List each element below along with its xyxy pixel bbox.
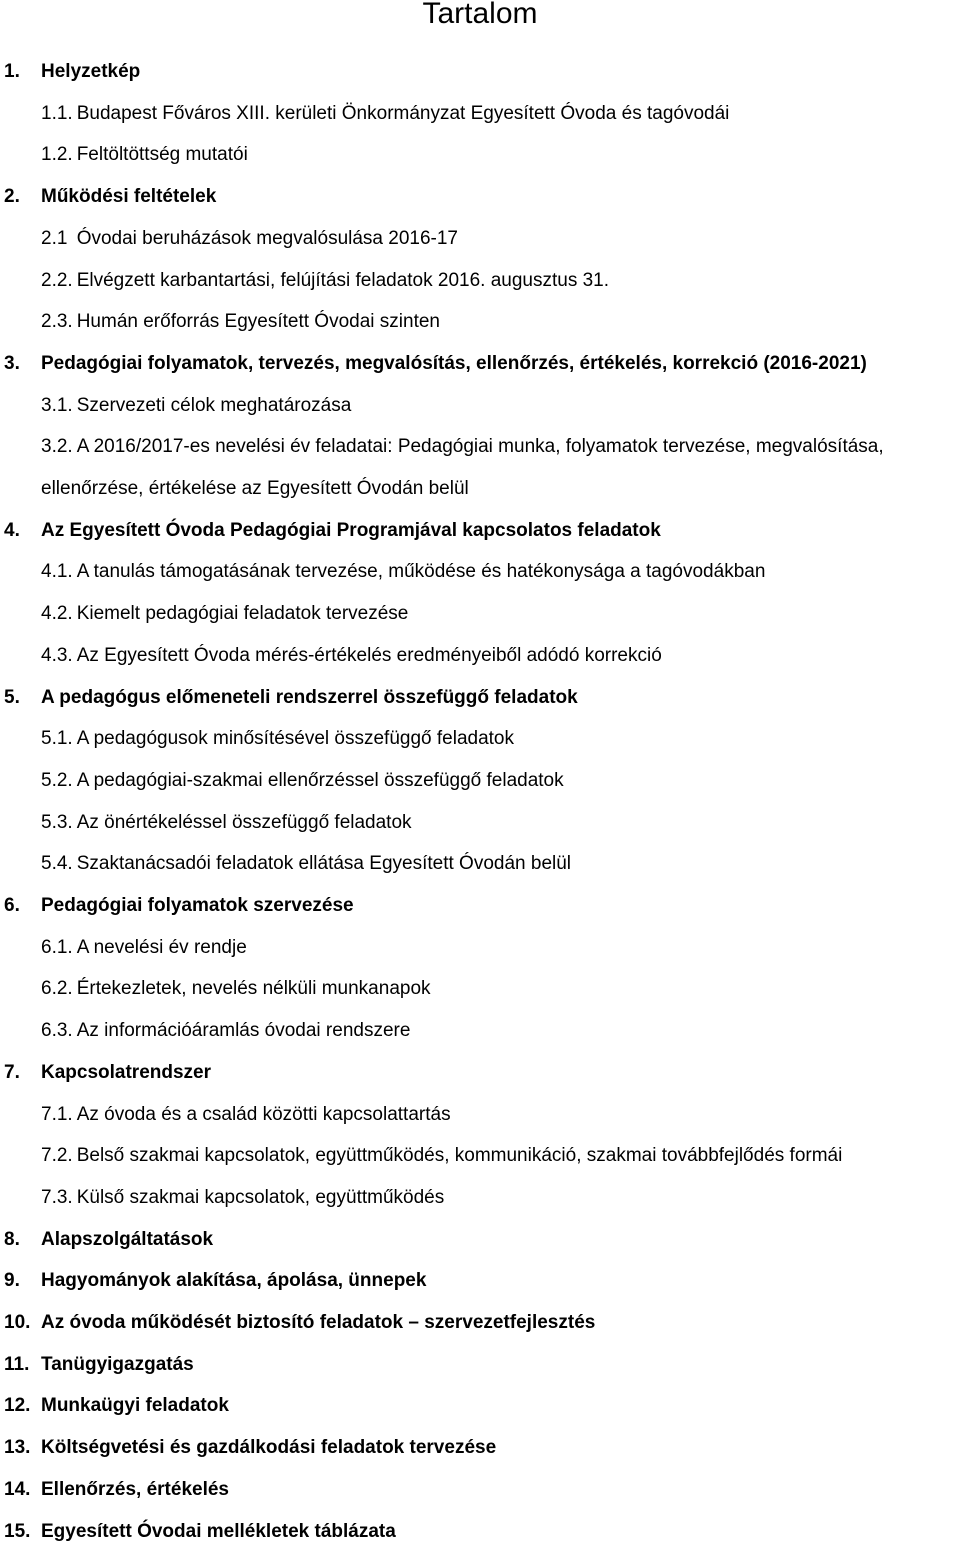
toc-subsection (41, 811, 412, 835)
toc-title: Szervezeti célok meghatározása (76, 394, 352, 416)
toc-section (0, 185, 216, 209)
toc-title: ellenőrzése, értékelése az Egyesített Óvodán belül (41, 478, 469, 499)
toc-title: Az Egyesített Óvoda Pedagógiai Programjával kapcsolatos feladatok (41, 519, 661, 541)
toc-number: 12. (4, 1395, 31, 1417)
toc-title: Szaktanácsadói feladatok ellátása Egyesített Óvodán belül (76, 853, 572, 875)
toc-number: 5.1. (41, 728, 73, 750)
toc-subsection (41, 435, 884, 459)
toc-section (0, 1269, 426, 1293)
toc-number: 15. (4, 1520, 31, 1542)
toc-number: 3. (4, 352, 20, 374)
toc-number: 10. (4, 1312, 31, 1333)
toc-title: Kiemelt pedagógiai feladatok tervezése (76, 603, 409, 625)
toc-title: Egyesített Óvodai mellékletek táblázata (41, 1520, 396, 1542)
toc-title: Az óvoda és a család közötti kapcsolattartás (76, 1103, 451, 1125)
toc-subsection (41, 1144, 842, 1168)
toc-number: 6.1. (41, 936, 73, 958)
toc-number: 7.3. (41, 1186, 73, 1208)
toc-number: 13. (4, 1437, 31, 1459)
toc-title: Pedagógiai folyamatok, tervezés, megvalósítás, ellenőrzés, értékelés, korrekció (2016-2021) (41, 352, 867, 374)
toc-subsection (41, 143, 248, 167)
toc-subsection (41, 1103, 451, 1127)
toc-title: A pedagógiai-szakmai ellenőrzéssel összefüggő feladatok (76, 769, 564, 791)
toc-number: 4.2. (41, 603, 73, 625)
toc-number: 2.1 (41, 227, 68, 249)
toc-subsection (41, 602, 408, 626)
toc-number: 2.2. (41, 269, 73, 291)
toc-number: 7.2. (41, 1145, 73, 1167)
toc-number: 4.3. (41, 644, 73, 666)
toc-number: 1.1. (41, 102, 73, 124)
toc-section (0, 1228, 213, 1252)
toc-number: 4. (4, 519, 20, 541)
toc-number: 4.1. (41, 561, 73, 583)
toc-title: Tanügyigazgatás (41, 1353, 194, 1375)
toc-title: Belső szakmai kapcsolatok, együttműködés, kommunikáció, szakmai továbbfejlődés formái (76, 1145, 843, 1167)
toc-number: 5.2. (41, 769, 73, 791)
toc-subsection (41, 227, 458, 251)
toc-title: A pedagógus előmeneteli rendszerrel összefüggő feladatok (41, 686, 578, 708)
toc-subsection (41, 477, 469, 501)
toc-subsection (41, 1186, 444, 1210)
toc-number: 1.2. (41, 144, 73, 166)
toc-title: Az önértékeléssel összefüggő feladatok (76, 811, 412, 833)
toc-title: Értekezletek, nevelés nélküli munkanapok (76, 978, 431, 1000)
toc-title: A 2016/2017-es nevelési év feladatai: Pedagógiai munka, folyamatok tervezése, megvalósítása, (76, 436, 884, 458)
toc-section (0, 352, 867, 376)
toc-number: 6.2. (41, 978, 73, 1000)
toc-section (0, 519, 661, 543)
toc-title: Feltöltöttség mutatói (76, 144, 248, 166)
toc-title: Helyzetkép (41, 61, 141, 82)
toc-number: 6.3. (41, 1020, 73, 1042)
toc-title: Az óvoda működését biztosító feladatok – szervezetfejlesztés (41, 1312, 596, 1333)
toc-number: 5. (4, 686, 20, 708)
toc-number: 6. (4, 895, 20, 916)
toc-number: 3.2. (41, 436, 73, 458)
toc-section (0, 894, 354, 918)
toc-subsection (41, 394, 351, 418)
toc-title: Hagyományok alakítása, ápolása, ünnepek (41, 1270, 427, 1292)
toc-title: Pedagógiai folyamatok szervezése (41, 895, 354, 916)
toc-number: 2. (4, 186, 20, 208)
toc-title: Működési feltételek (41, 186, 217, 208)
toc-number: 9. (4, 1270, 20, 1292)
toc-number: 11. (4, 1353, 30, 1375)
toc-number: 3.1. (41, 394, 73, 416)
toc-subsection (41, 727, 514, 751)
toc-subsection (41, 644, 662, 668)
toc-title: A pedagógusok minősítésével összefüggő feladatok (76, 728, 514, 750)
toc-number: 7.1. (41, 1103, 73, 1125)
toc-section (0, 1478, 229, 1502)
toc-subsection (41, 269, 609, 293)
toc-subsection (41, 852, 571, 876)
toc-number: 5.3. (41, 811, 73, 833)
toc-section (0, 686, 578, 710)
toc-number: 7. (4, 1061, 20, 1083)
toc-section (0, 60, 140, 84)
toc-title: Elvégzett karbantartási, felújítási feladatok 2016. augusztus 31. (76, 269, 610, 291)
toc-title: A tanulás támogatásának tervezése, működése és hatékonysága a tagóvodákban (76, 561, 766, 583)
toc-title: Óvodai beruházások megvalósulása 2016-17 (71, 227, 458, 249)
toc-title: Kapcsolatrendszer (41, 1061, 212, 1083)
toc-title: Az Egyesített Óvoda mérés-értékelés eredményeiből adódó korrekció (76, 644, 662, 666)
toc-subsection (41, 769, 564, 793)
toc-section (0, 1061, 211, 1085)
toc-title: A nevelési év rendje (76, 936, 247, 958)
toc-subsection (41, 102, 729, 126)
toc-number: 1. (4, 61, 20, 82)
toc-title: Munkaügyi feladatok (41, 1395, 229, 1417)
toc-subsection (41, 310, 440, 334)
toc-section (0, 1436, 496, 1460)
toc-title: Az információáramlás óvodai rendszere (76, 1020, 411, 1042)
toc-subsection (41, 977, 431, 1001)
toc-section (0, 1311, 595, 1335)
toc-title: Alapszolgáltatások (41, 1228, 214, 1250)
toc-section (0, 1520, 396, 1544)
toc-subsection (41, 1019, 410, 1043)
toc-title: Humán erőforrás Egyesített Óvodai szinten (76, 311, 440, 333)
toc-number: 2.3. (41, 311, 73, 333)
toc-title: Ellenőrzés, értékelés (41, 1478, 229, 1500)
toc-number: 14. (4, 1478, 31, 1500)
toc-subsection (41, 936, 247, 960)
toc-section (0, 1394, 229, 1418)
toc-section (0, 1353, 194, 1377)
toc-title: Költségvetési és gazdálkodási feladatok tervezése (41, 1437, 497, 1459)
toc-title: Külső szakmai kapcsolatok, együttműködés (76, 1186, 445, 1208)
toc-title: Budapest Főváros XIII. kerületi Önkormányzat Egyesített Óvoda és tagóvodái (76, 102, 730, 124)
toc-number: 8. (4, 1228, 20, 1250)
page-title: Tartalom (422, 0, 538, 30)
toc-number: 5.4. (41, 853, 73, 875)
toc-subsection (41, 560, 765, 584)
